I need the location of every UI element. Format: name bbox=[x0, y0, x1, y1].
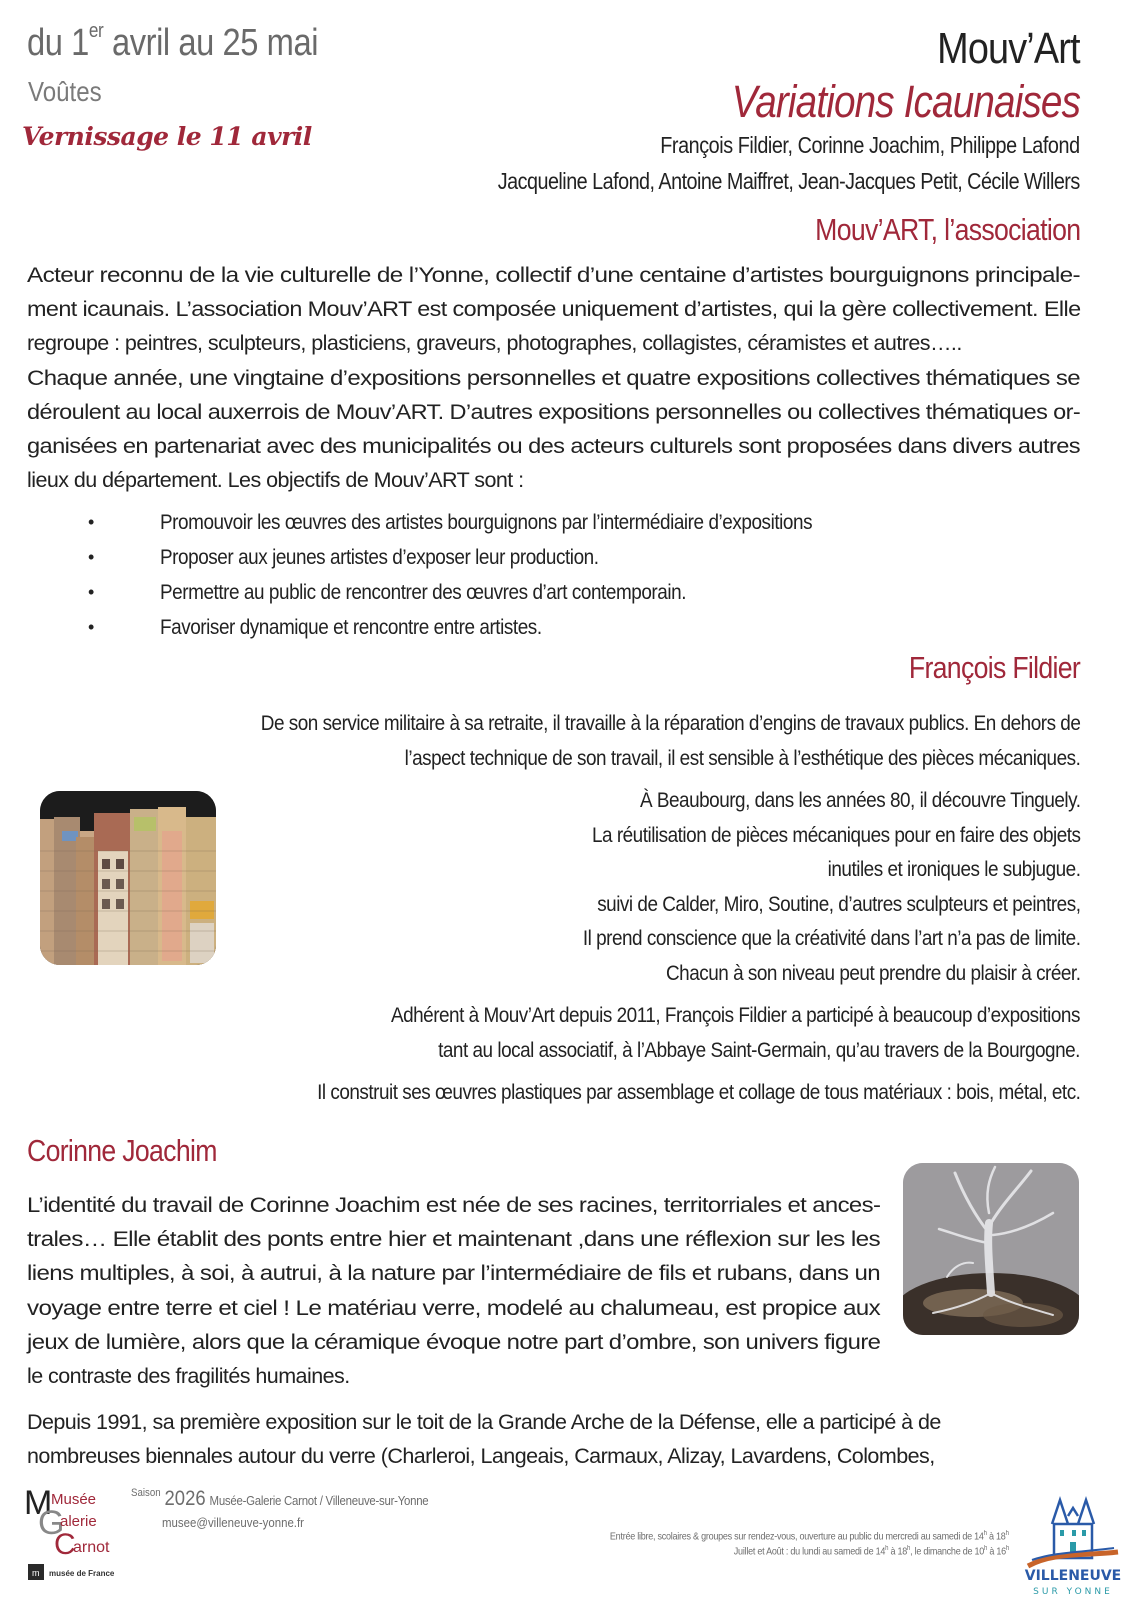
paragraph-line: le contraste des fragilités humaines. bbox=[27, 1363, 350, 1388]
date-prefix: du 1 bbox=[27, 22, 89, 64]
paragraph-line: ganisées en partenariat avec des municipalités ou des acteurs culturels sont proposées dans divers autres bbox=[27, 433, 1080, 458]
paragraph-line: regroupe : peintres, sculpteurs, plasticiens, graveurs, photographes, collagistes, céramistes et autres….. bbox=[27, 331, 962, 356]
svg-text:arnot: arnot bbox=[73, 1539, 110, 1556]
museum-place: Musée-Galerie Carnot / Villeneuve-sur-Yonne bbox=[209, 1493, 429, 1508]
fildier-artwork-image bbox=[40, 791, 216, 965]
villeneuve-sur-yonne-logo bbox=[1024, 1486, 1122, 1598]
joachim-paragraph bbox=[27, 1188, 880, 1393]
bullet-icon: • bbox=[88, 512, 94, 532]
paragraph-line: trales… Elle établit des ponts entre hier et maintenant ,dans une réflexion sur les les bbox=[27, 1227, 881, 1252]
paragraph-line: L’identité du travail de Corinne Joachim est née de ses racines, territorriales et ances- bbox=[27, 1193, 881, 1217]
fildier-heading: François Fildier bbox=[908, 650, 1080, 685]
hour-sup: h bbox=[885, 1545, 889, 1552]
text-line: Adhérent à Mouv’Art depuis 2011, François Fildier a participé à beaucoup d’expositions bbox=[391, 1003, 1080, 1027]
saison-line bbox=[131, 1487, 428, 1511]
hours-text: Juillet et Août : du lundi au samedi de 14 bbox=[733, 1545, 886, 1558]
date-suffix: avril au 25 mai bbox=[103, 22, 319, 64]
opening-hours-line-2 bbox=[734, 1545, 1009, 1558]
paragraph-line: ment icaunais. L’association Mouv’ART est composée uniquement d’artistes, qui la gère collectivement. Elle bbox=[27, 297, 1081, 322]
paragraph-line: Depuis 1991, sa première exposition sur le toit de la Grande Arche de la Défense, elle a participé à de bbox=[27, 1410, 941, 1434]
association-paragraph bbox=[27, 258, 1080, 497]
saison-year: 2026 bbox=[164, 1487, 206, 1510]
bullet-icon: • bbox=[88, 617, 94, 637]
contact-email[interactable]: musee@villeneuve-yonne.fr bbox=[162, 1515, 304, 1530]
svg-text:musée de France: musée de France bbox=[49, 1569, 115, 1578]
objective-text: Promouvoir les œuvres des artistes bourguignons par l’intermédiaire d’expositions bbox=[160, 510, 813, 534]
svg-text:Musée: Musée bbox=[51, 1491, 97, 1508]
svg-text:alerie: alerie bbox=[60, 1513, 97, 1530]
fildier-bio bbox=[515, 783, 1080, 990]
joachim-paragraph-2 bbox=[27, 1405, 1080, 1473]
svg-text:G: G bbox=[38, 1504, 65, 1542]
paragraph-line: liens multiples, à soi, à autrui, à la nature par l’intermédiaire de fils et rubans, dans un bbox=[27, 1261, 881, 1286]
objective-text: Proposer aux jeunes artistes d’exposer leur production. bbox=[160, 545, 599, 569]
hour-sup: h bbox=[907, 1545, 911, 1552]
paragraph-line: déroulent au local auxerrois de Mouv’ART. D’autres expositions personnelles ou collectives thématiques or- bbox=[27, 399, 1081, 424]
hours-text: , le dimanche de 10 bbox=[910, 1545, 985, 1558]
saison-label: Saison bbox=[131, 1487, 161, 1499]
fildier-technique bbox=[213, 1075, 1080, 1110]
opening-hours-line-1 bbox=[610, 1530, 1009, 1543]
brand-title: Mouv’Art bbox=[937, 24, 1080, 73]
musee-galerie-carnot-logo bbox=[24, 1484, 124, 1598]
date-superscript: er bbox=[88, 20, 104, 42]
hours-text: à 16 bbox=[987, 1545, 1006, 1558]
town-castle-logo-icon bbox=[1024, 1486, 1122, 1598]
svg-text:C: C bbox=[54, 1528, 76, 1561]
hour-sup: h bbox=[1005, 1545, 1009, 1552]
paragraph-line: lieux du département. Les objectifs de Mouv’ART sont : bbox=[27, 468, 524, 493]
fildier-membership bbox=[297, 998, 1080, 1067]
paragraph-line: Chaque année, une vingtaine d’expositions personnelles et quatre expositions collectives thématiques se bbox=[27, 365, 1080, 390]
text-line: La réutilisation de pièces mécaniques pour en faire des objets bbox=[591, 822, 1080, 847]
association-heading: Mouv’ART, l’association bbox=[814, 212, 1080, 247]
hour-sup: h bbox=[1005, 1530, 1009, 1537]
bullet-icon: • bbox=[88, 547, 94, 567]
paragraph-line: nombreuses biennales autour du verre (Charleroi, Langeais, Carmaux, Alizay, Lavardens, Colombes, bbox=[27, 1444, 935, 1469]
svg-text:SUR YONNE: SUR YONNE bbox=[1033, 1587, 1113, 1597]
exhibition-subtitle: Variations Icaunaises bbox=[731, 76, 1080, 127]
hours-text: à 18 bbox=[888, 1545, 908, 1558]
artists-line-2: Jacqueline Lafond, Antoine Maiffret, Jean-Jacques Petit, Cécile Willers bbox=[497, 168, 1080, 194]
paragraph-line: Acteur reconnu de la vie culturelle de l’Yonne, collectif d’une centaine d’artistes bourguignons principale- bbox=[27, 263, 1081, 287]
objective-text: Permettre au public de rencontrer des œuvres d’art contemporain. bbox=[160, 580, 687, 604]
text-line: l’aspect technique de son travail, il est sensible à l’esthétique des pièces mécaniques. bbox=[404, 745, 1080, 770]
hour-sup: h bbox=[984, 1545, 988, 1552]
text-line: Il prend conscience que la créativité dans l’art n’a pas de limite. bbox=[582, 926, 1080, 950]
exhibition-dates bbox=[27, 22, 318, 65]
fildier-intro bbox=[149, 706, 1080, 775]
bullet-icon: • bbox=[88, 582, 94, 602]
text-line: suivi de Calder, Miro, Soutine, d’autres sculpteurs et peintres, bbox=[596, 891, 1080, 916]
joachim-heading: Corinne Joachim bbox=[27, 1133, 217, 1168]
paragraph-line: jeux de lumière, alors que la céramique évoque notre part d’ombre, son univers figure bbox=[27, 1329, 881, 1354]
hour-sup: h bbox=[984, 1530, 988, 1537]
text-line: Chacun à son niveau peut prendre du plaisir à créer. bbox=[665, 960, 1080, 985]
venue-label: Voûtes bbox=[28, 76, 102, 107]
glass-tree-sculpture bbox=[903, 1163, 1079, 1335]
text-line: tant au local associatif, à l’Abbaye Saint-Germain, qu’au travers de la Bourgogne. bbox=[438, 1037, 1080, 1062]
joachim-artwork-image bbox=[903, 1163, 1079, 1335]
text-line: Il construit ses œuvres plastiques par assemblage et collage de tous matériaux : bois, métal, etc. bbox=[316, 1080, 1080, 1104]
text-line: À Beaubourg, dans les années 80, il découvre Tinguely. bbox=[639, 788, 1080, 812]
svg-text:VILLENEUVE: VILLENEUVE bbox=[1024, 1568, 1122, 1584]
objective-text: Favoriser dynamique et rencontre entre artistes. bbox=[160, 615, 542, 639]
city-buildings-illustration bbox=[40, 791, 216, 965]
paragraph-line: voyage entre terre et ciel ! Le matériau verre, modelé au chalumeau, est propice aux bbox=[27, 1295, 881, 1320]
artists-line-1: François Fildier, Corinne Joachim, Philippe Lafond bbox=[660, 132, 1080, 158]
vernissage-label: Vernissage le 11 avril bbox=[22, 122, 312, 151]
svg-text:m: m bbox=[32, 1568, 40, 1578]
text-line: De son service militaire à sa retraite, il travaille à la réparation d’engins de travaux publics. En dehors de bbox=[260, 711, 1080, 735]
hours-text: Entrée libre, scolaires & groupes sur rendez-vous, ouverture au public du mercredi au samedi de 14 bbox=[610, 1530, 985, 1543]
hours-text: à 18 bbox=[987, 1530, 1006, 1543]
svg-text:M: M bbox=[24, 1484, 53, 1522]
museum-logo-icon bbox=[24, 1484, 124, 1598]
text-line: inutiles et ironiques le subjugue. bbox=[827, 857, 1080, 881]
